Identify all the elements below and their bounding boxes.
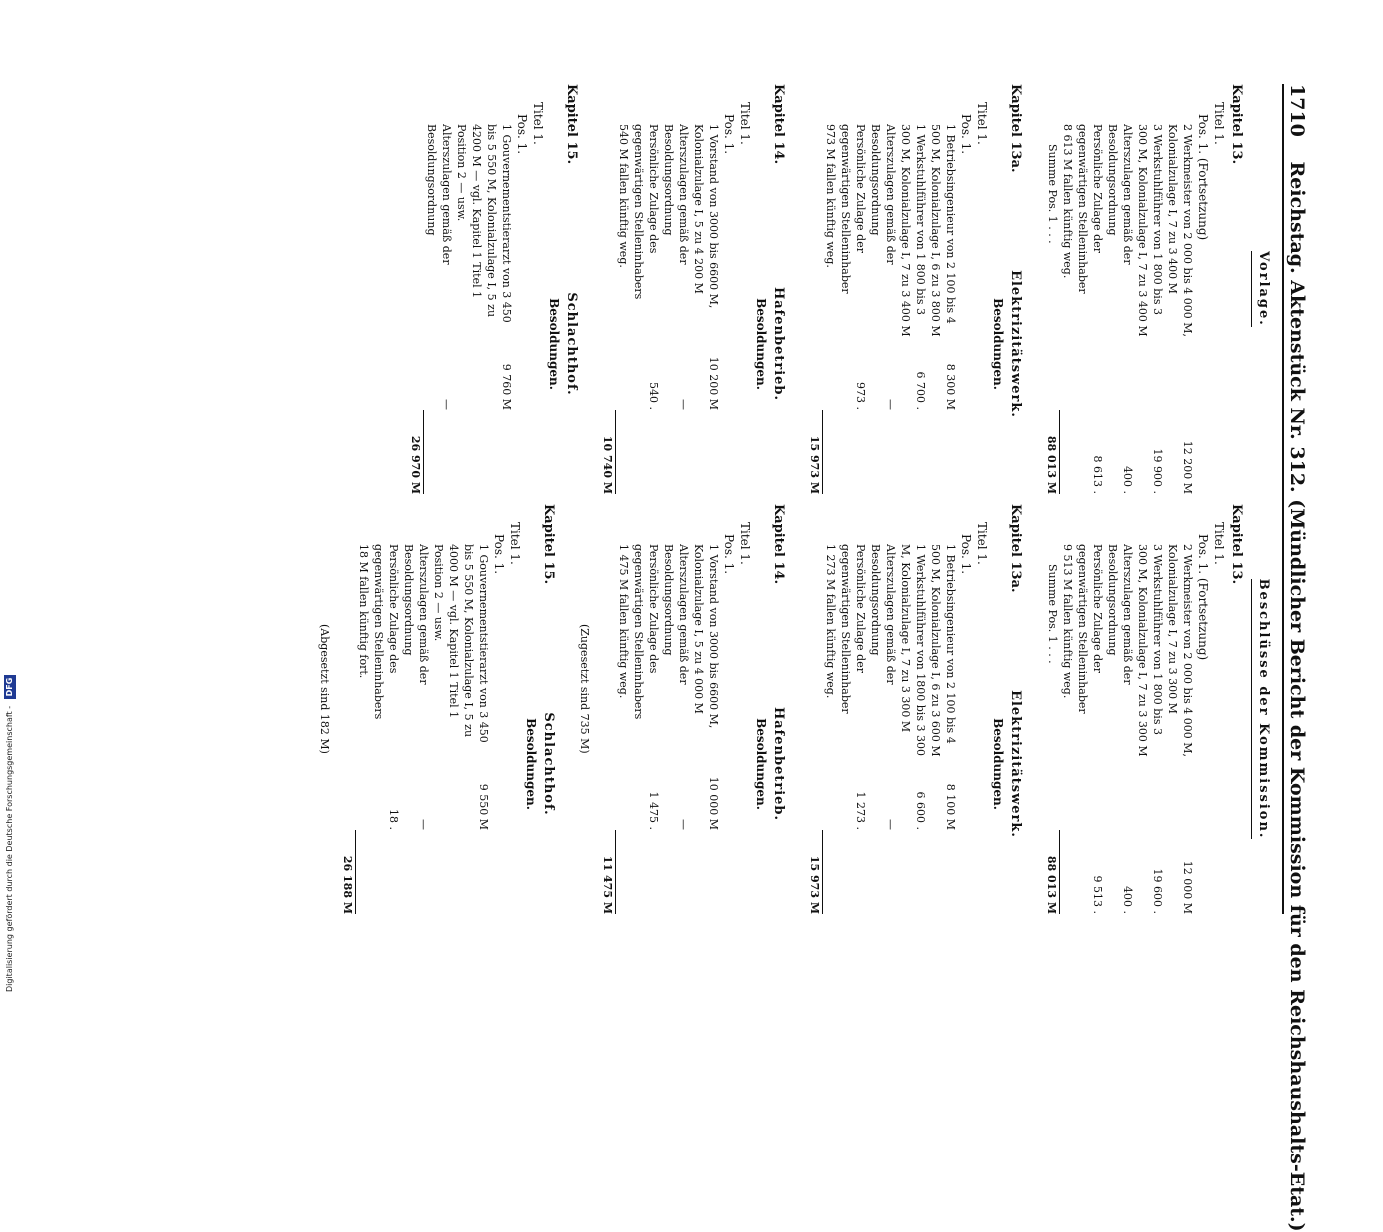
budget-item-text: 973 M fallen künftig weg.	[824, 124, 837, 268]
right-column-beschluesse	[204, 504, 1274, 914]
budget-item-amount: 8 100 M	[944, 783, 957, 830]
budget-row	[661, 84, 691, 494]
chapter-sum-row	[1044, 504, 1060, 914]
budget-row	[661, 504, 691, 914]
titel-label: Titel 1.	[975, 522, 989, 565]
chapter-number: Kapitel 13a.	[1008, 504, 1023, 593]
chapter-subheading: Besoldungen.	[754, 298, 768, 390]
budget-item-amount: 8 300 M	[944, 363, 957, 410]
position-label: Pos. 1.	[722, 534, 736, 575]
budget-item-amount	[1135, 766, 1165, 830]
budget-item-amount: —	[417, 819, 430, 830]
chapter-subheading: Besoldungen.	[754, 718, 768, 810]
titel-label: Titel 1.	[738, 522, 752, 565]
budget-row	[823, 84, 838, 494]
budget-item-text: Persönliche Zulage der gegenwärtigen Stelleninhaber	[839, 124, 867, 294]
chapter-number: Kapitel 13.	[1229, 84, 1244, 165]
budget-item-amount	[1135, 346, 1165, 410]
budget-item-text: 18 M fallen künftig fort.	[357, 544, 370, 679]
chapter-sum-row	[408, 84, 424, 494]
budget-item-amount: 18 .	[387, 809, 400, 830]
chapter-sum-row	[600, 84, 616, 494]
budget-item-subtotal	[928, 410, 958, 494]
budget-row	[1105, 84, 1135, 494]
chapter-heading	[1006, 84, 1024, 494]
budget-row	[1075, 504, 1105, 914]
sum-label: Summe Pos. 1 . . .	[1046, 144, 1059, 244]
budget-item-amount: —	[677, 819, 690, 830]
budget-row	[1135, 504, 1165, 914]
page-header-title: Reichstag. Aktenstück Nr. 312. (Mündlicher Bericht der Kommission für den Reichshaushalts-Etat.)	[1286, 161, 1308, 1232]
budget-row	[371, 504, 401, 914]
budget-item-text: Persönliche Zulage des gegenwärtigen Stelleninhabers	[372, 544, 400, 720]
sum-amount: 15 973 M	[807, 830, 823, 914]
budget-item-text: Alterszulagen gemäß der Besoldungsordnung	[869, 124, 897, 265]
adjustment-note: (Zugesetzt sind 735 M)	[578, 624, 591, 754]
sum-label	[340, 504, 356, 766]
budget-item-subtotal: 9 513 .	[1091, 875, 1104, 914]
sum-label	[807, 84, 823, 346]
budget-row	[1165, 84, 1195, 494]
budget-item-subtotal	[838, 410, 868, 494]
chapter-heading	[769, 84, 787, 494]
budget-item-subtotal	[868, 410, 898, 494]
budget-row	[838, 504, 868, 914]
chapter-sum-row	[600, 504, 616, 914]
budget-item-subtotal	[631, 830, 661, 914]
chapter-sum-row	[1044, 84, 1060, 494]
left-column-title: Vorlage.	[1251, 251, 1272, 327]
sum-spacer	[1044, 766, 1060, 830]
budget-item-amount	[616, 766, 631, 830]
budget-item-subtotal	[424, 410, 454, 494]
right-column-title: Beschlüsse der Kommission.	[1251, 579, 1272, 840]
budget-item-text: 1 273 M fallen künftig weg.	[824, 544, 837, 699]
chapter-subheading: Besoldungen.	[991, 718, 1005, 810]
chapter-subheading: Besoldungen.	[991, 298, 1005, 390]
budget-item-subtotal	[1060, 830, 1075, 914]
budget-row	[823, 504, 838, 914]
budget-item-amount	[1105, 346, 1135, 410]
chapter-name: Elektrizitätswerk.	[1008, 690, 1023, 838]
budget-item-amount: 1 475 .	[647, 791, 660, 830]
budget-item-subtotal	[1060, 410, 1075, 494]
budget-item-subtotal	[898, 830, 928, 914]
chapter-block	[1044, 504, 1245, 914]
sum-amount: 26 188 M	[340, 830, 356, 914]
budget-item-amount	[1165, 766, 1195, 830]
titel-label: Titel 1.	[738, 102, 752, 145]
budget-row	[356, 504, 371, 914]
chapter-heading	[769, 504, 787, 914]
footer-text: Digitalisierung gefördert durch die Deutsche Forschungsgemeinschaft -	[5, 705, 14, 992]
budget-item-amount: 973 .	[854, 382, 867, 410]
titel-label: Titel 1.	[508, 522, 522, 565]
budget-item-subtotal: 12 200 M	[1181, 440, 1194, 494]
budget-row	[401, 504, 431, 914]
budget-item-text: 1 Betriebsingenieur von 2 100 bis 4 500 M, Kolonialzulage I, 6 zu 3 800 M	[929, 124, 957, 337]
budget-row	[631, 504, 661, 914]
position-label: Pos. 1. (Fortsetzung)	[1196, 114, 1210, 241]
chapter-heading	[1227, 504, 1245, 914]
position-label: Pos. 1.	[722, 114, 736, 155]
budget-item-amount	[1060, 346, 1075, 410]
budget-item-amount: 10 000 M	[707, 776, 720, 830]
sum-spacer	[807, 766, 823, 830]
chapter-name	[1227, 194, 1245, 494]
budget-item-text: 8 613 M fallen künftig weg.	[1061, 124, 1074, 279]
position-label: Pos. 1.	[515, 114, 529, 155]
chapter-sum-row	[807, 504, 823, 914]
budget-item-amount	[356, 766, 371, 830]
chapter-name	[1227, 614, 1245, 914]
budget-item-amount: —	[440, 399, 453, 410]
chapter-block	[807, 504, 1024, 914]
sum-label	[600, 504, 616, 766]
budget-item-amount	[1075, 346, 1105, 410]
budget-item-amount	[616, 346, 631, 410]
budget-item-subtotal	[371, 830, 401, 914]
budget-row	[838, 84, 868, 494]
budget-item-text: 2 Werkmeister von 2 000 bis 4 000 M, Kolonialzulage I, 7 zu 3 300 M	[1166, 544, 1194, 757]
budget-row	[631, 84, 661, 494]
chapter-number: Kapitel 13a.	[1008, 84, 1023, 173]
budget-row	[1075, 84, 1105, 494]
budget-row	[424, 84, 454, 494]
budget-item-subtotal: 19 600 .	[1151, 868, 1164, 914]
budget-item-text: 540 M fallen künftig weg.	[617, 124, 630, 268]
chapter-name: Schlachthof.	[541, 712, 556, 816]
budget-row	[616, 504, 631, 914]
sum-spacer	[408, 346, 424, 410]
budget-row	[898, 84, 928, 494]
budget-row	[616, 84, 631, 494]
budget-item-subtotal	[898, 410, 928, 494]
sum-spacer	[600, 346, 616, 410]
budget-item-subtotal	[356, 830, 371, 914]
chapter-block	[807, 84, 1024, 494]
footer-credit	[4, 592, 16, 992]
budget-item-amount	[1105, 766, 1135, 830]
chapter-number: Kapitel 13.	[1229, 504, 1244, 585]
budget-row	[898, 504, 928, 914]
left-column-vorlage	[204, 84, 1274, 494]
budget-item-subtotal	[616, 830, 631, 914]
chapter-heading	[1227, 84, 1245, 494]
budget-item-text: Persönliche Zulage der gegenwärtigen Stelleninhaber	[1076, 124, 1104, 294]
budget-item-text: 3 Werkstuhlführer von 1 800 bis 3 300 M, Kolonialzulage I, 7 zu 3 400 M	[1136, 124, 1164, 337]
budget-item-amount: 540 .	[647, 382, 660, 410]
budget-item-text: Alterszulagen gemäß der Besoldungsordnung	[662, 544, 690, 685]
budget-item-text: Alterszulagen gemäß der Besoldungsordnung	[402, 544, 430, 685]
budget-item-text: 9 513 M fallen künftig weg.	[1061, 544, 1074, 699]
sum-amount: 88 013 M	[1044, 410, 1060, 494]
budget-item-text: Alterszulagen gemäß der Besoldungsordnung	[662, 124, 690, 265]
budget-item-amount: 6 600 .	[914, 791, 927, 830]
budget-item-text: Persönliche Zulage der gegenwärtigen Stelleninhaber	[1076, 544, 1104, 714]
budget-item-subtotal	[823, 830, 838, 914]
budget-item-text: Persönliche Zulage des gegenwärtigen Stelleninhabers	[632, 124, 660, 300]
titel-label: Titel 1.	[975, 102, 989, 145]
budget-item-subtotal	[661, 410, 691, 494]
budget-item-amount: 9 550 M	[477, 783, 490, 830]
budget-item-text: 1 475 M fallen künftig weg.	[617, 544, 630, 699]
budget-row	[1060, 84, 1075, 494]
chapter-heading	[1006, 504, 1024, 914]
sum-spacer	[1044, 346, 1060, 410]
position-label: Pos. 1.	[959, 534, 973, 575]
budget-item-subtotal	[691, 410, 721, 494]
chapter-subheading: Besoldungen.	[547, 298, 561, 390]
chapter-name: Hafenbetrieb.	[771, 706, 786, 822]
budget-item-subtotal: 400 .	[1121, 886, 1134, 914]
chapter-number: Kapitel 14.	[771, 84, 786, 165]
adjustment-note: (Abgesetzt sind 182 M)	[318, 624, 331, 754]
budget-item-subtotal	[661, 830, 691, 914]
budget-item-text: Alterszulagen gemäß der Besoldungsordnung	[1106, 544, 1134, 685]
position-label: Pos. 1.	[492, 534, 506, 575]
budget-item-subtotal: 8 613 .	[1091, 455, 1104, 494]
chapter-subheading: Besoldungen.	[524, 718, 538, 810]
sum-spacer	[340, 766, 356, 830]
sum-amount: 11 475 M	[600, 830, 616, 914]
budget-item-subtotal: 400 .	[1121, 466, 1134, 494]
budget-item-amount: 10 200 M	[707, 356, 720, 410]
budget-item-subtotal	[691, 830, 721, 914]
sum-label	[600, 84, 616, 346]
chapter-sum-row	[340, 504, 356, 914]
budget-item-subtotal	[631, 410, 661, 494]
budget-item-amount: 9 760 M	[500, 363, 513, 410]
page-header	[1282, 84, 1310, 1232]
budget-item-subtotal: 19 900 .	[1151, 448, 1164, 494]
budget-item-text: Alterszulagen gemäß der Besoldungsordnung	[425, 124, 453, 265]
budget-item-amount	[1165, 346, 1195, 410]
budget-item-amount: —	[884, 399, 897, 410]
budget-item-text: 1 Vorstand von 3000 bis 6600 M, Kolonialzulage I, 5 zu 4 000 M	[692, 544, 720, 729]
budget-item-text: Persönliche Zulage des gegenwärtigen Stelleninhabers	[632, 544, 660, 720]
titel-label: Titel 1.	[531, 102, 545, 145]
page-number: 1710	[1286, 84, 1308, 137]
budget-item-subtotal	[823, 410, 838, 494]
budget-row	[1105, 504, 1135, 914]
budget-item-text: Persönliche Zulage der gegenwärtigen Stelleninhaber	[839, 544, 867, 714]
budget-item-text: 3 Werkstuhlführer von 1 800 bis 3 300 M, Kolonialzulage I, 7 zu 3 300 M	[1136, 544, 1164, 757]
chapter-name: Schlachthof.	[564, 292, 579, 396]
budget-item-amount: —	[884, 819, 897, 830]
sum-label	[408, 84, 424, 346]
chapter-number: Kapitel 15.	[541, 504, 556, 585]
budget-row	[928, 504, 958, 914]
sum-amount: 26 970 M	[408, 410, 424, 494]
right-chapters	[317, 504, 1245, 914]
chapter-block	[317, 504, 557, 914]
budget-item-text: 1 Gouvernementstierarzt von 3 450 bis 5 550 M, Kolonialzulage I, 5 zu 4200 M — vgl. Kapitel 1 Titel 1 Position 2 — usw.	[455, 124, 513, 323]
budget-row	[1060, 504, 1075, 914]
sum-spacer	[807, 346, 823, 410]
budget-item-text: 2 Werkmeister von 2 000 bis 4 000 M, Kolonialzulage I, 7 zu 3 400 M	[1166, 124, 1194, 337]
chapter-sum-row	[807, 84, 823, 494]
sum-amount: 88 013 M	[1044, 830, 1060, 914]
chapter-block	[408, 84, 580, 494]
budget-row	[1165, 504, 1195, 914]
chapter-block	[1044, 84, 1245, 494]
chapter-name: Elektrizitätswerk.	[1008, 270, 1023, 418]
budget-item-subtotal	[401, 830, 431, 914]
chapter-block	[577, 504, 787, 914]
position-label: Pos. 1.	[959, 114, 973, 155]
budget-row	[431, 504, 491, 914]
budget-item-amount	[823, 346, 838, 410]
budget-item-amount: 6 700 .	[914, 371, 927, 410]
sum-spacer	[600, 766, 616, 830]
budget-item-text: 1 Werkstuhlführer von 1800 bis 3 300 M, Kolonialzulage I, 7 zu 3 300 M	[899, 544, 927, 756]
budget-item-amount	[1075, 766, 1105, 830]
budget-item-amount: 1 273 .	[854, 791, 867, 830]
dfg-logo: DFG	[4, 675, 16, 700]
budget-row	[868, 84, 898, 494]
budget-row	[691, 84, 721, 494]
sum-amount: 15 973 M	[807, 410, 823, 494]
budget-item-subtotal	[928, 830, 958, 914]
sum-label: Summe Pos. 1 . . .	[1046, 564, 1059, 664]
budget-item-text: 1 Betriebsingenieur von 2 100 bis 4 500 M, Kolonialzulage I, 6 zu 3 600 M	[929, 544, 957, 757]
budget-item-text: 1 Gouvernementstierarzt von 3 450 bis 5 550 M, Kolonialzulage I, 5 zu 4000 M — vgl. Kapitel 1 Titel 1 Position 2 — usw.	[432, 544, 490, 743]
sum-amount: 10 740 M	[600, 410, 616, 494]
budget-row	[454, 84, 514, 494]
budget-item-amount	[1060, 766, 1075, 830]
chapter-name: Hafenbetrieb.	[771, 286, 786, 402]
titel-label: Titel 1.	[1212, 522, 1226, 565]
budget-item-subtotal	[454, 410, 514, 494]
chapter-block	[600, 84, 787, 494]
budget-item-subtotal	[838, 830, 868, 914]
budget-item-text: 1 Werkstuhlführer von 1 800 bis 3 300 M, Kolonialzulage I, 7 zu 3 400 M	[899, 124, 927, 337]
chapter-heading	[562, 84, 580, 494]
chapter-number: Kapitel 14.	[771, 504, 786, 585]
budget-item-text: Alterszulagen gemäß der Besoldungsordnung	[869, 544, 897, 685]
budget-item-subtotal	[868, 830, 898, 914]
budget-row	[1135, 84, 1165, 494]
budget-item-amount: —	[677, 399, 690, 410]
chapter-heading	[539, 504, 557, 914]
budget-row	[691, 504, 721, 914]
chapter-number: Kapitel 15.	[564, 84, 579, 165]
budget-item-subtotal: 12 000 M	[1181, 860, 1194, 914]
rotated-page	[200, 84, 1310, 1232]
budget-item-text: Alterszulagen gemäß der Besoldungsordnung	[1106, 124, 1134, 265]
left-chapters	[408, 84, 1245, 494]
budget-item-subtotal	[431, 830, 491, 914]
sum-label	[807, 504, 823, 766]
budget-item-amount	[823, 766, 838, 830]
budget-item-text: 1 Vorstand von 3000 bis 6600 M, Kolonialzulage I, 5 zu 4 200 M	[692, 124, 720, 309]
budget-item-subtotal	[616, 410, 631, 494]
budget-row	[868, 504, 898, 914]
position-label: Pos. 1. (Fortsetzung)	[1196, 534, 1210, 661]
budget-row	[928, 84, 958, 494]
titel-label: Titel 1.	[1212, 102, 1226, 145]
